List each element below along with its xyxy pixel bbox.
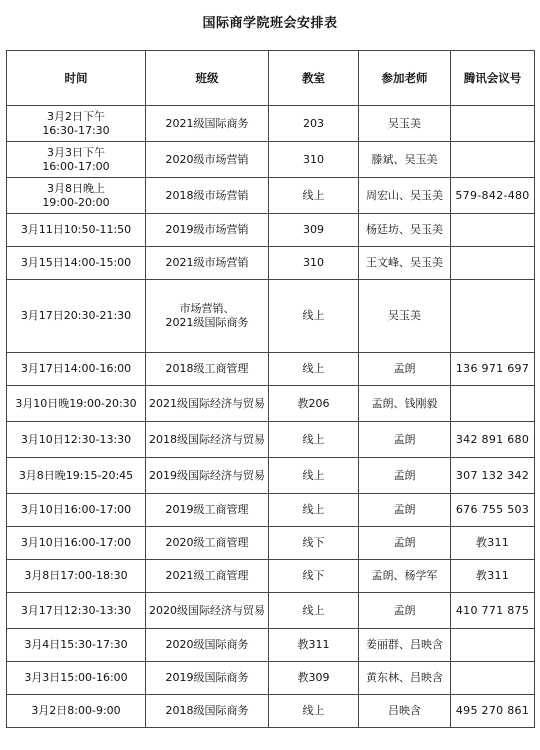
cell-class: 2018级市场营销 bbox=[146, 178, 269, 214]
table-row bbox=[7, 280, 535, 353]
table-row bbox=[7, 142, 535, 178]
cell-time: 3月10日12:30-13:30 bbox=[7, 422, 146, 458]
cell-teachers: 王文峰、吴玉美 bbox=[359, 247, 451, 280]
cell-time: 3月2日8:00-9:00 bbox=[7, 695, 146, 728]
cell-class: 2019级国际商务 bbox=[146, 662, 269, 695]
cell-time: 3月4日15:30-17:30 bbox=[7, 629, 146, 662]
cell-room: 教206 bbox=[269, 386, 359, 422]
header-room: 教室 bbox=[269, 51, 359, 106]
table-row bbox=[7, 106, 535, 142]
cell-meeting-id: 495 270 861 bbox=[451, 695, 535, 728]
cell-meeting-id bbox=[451, 247, 535, 280]
cell-teachers: 孟朗 bbox=[359, 422, 451, 458]
cell-room: 线下 bbox=[269, 527, 359, 560]
table-row bbox=[7, 494, 535, 527]
cell-time: 3月11日10:50-11:50 bbox=[7, 214, 146, 247]
cell-room: 线上 bbox=[269, 353, 359, 386]
cell-teachers: 孟朗、杨学军 bbox=[359, 560, 451, 593]
cell-class: 市场营销、 2021级国际商务 bbox=[146, 280, 269, 353]
cell-teachers: 黄东林、吕映含 bbox=[359, 662, 451, 695]
cell-class: 2021级国际经济与贸易 bbox=[146, 386, 269, 422]
cell-room: 203 bbox=[269, 106, 359, 142]
cell-time: 3月10日16:00-17:00 bbox=[7, 494, 146, 527]
cell-meeting-id: 579-842-480 bbox=[451, 178, 535, 214]
cell-teachers: 孟朗 bbox=[359, 527, 451, 560]
cell-time: 3月8日17:00-18:30 bbox=[7, 560, 146, 593]
schedule-table bbox=[6, 50, 535, 728]
cell-meeting-id: 教311 bbox=[451, 527, 535, 560]
cell-room: 教309 bbox=[269, 662, 359, 695]
cell-time: 3月10日16:00-17:00 bbox=[7, 527, 146, 560]
cell-teachers: 杨廷坊、吴玉美 bbox=[359, 214, 451, 247]
cell-time: 3月17日20:30-21:30 bbox=[7, 280, 146, 353]
header-meeting-id: 腾讯会议号 bbox=[451, 51, 535, 106]
cell-room: 310 bbox=[269, 142, 359, 178]
header-class: 班级 bbox=[146, 51, 269, 106]
cell-class: 2019级国际经济与贸易 bbox=[146, 458, 269, 494]
cell-meeting-id: 307 132 342 bbox=[451, 458, 535, 494]
cell-time: 3月2日下午 16:30-17:30 bbox=[7, 106, 146, 142]
header-teachers: 参加老师 bbox=[359, 51, 451, 106]
cell-time: 3月3日下午 16:00-17:00 bbox=[7, 142, 146, 178]
cell-meeting-id: 136 971 697 bbox=[451, 353, 535, 386]
cell-teachers: 吴玉美 bbox=[359, 280, 451, 353]
cell-class: 2021级国际商务 bbox=[146, 106, 269, 142]
cell-teachers: 孟朗 bbox=[359, 458, 451, 494]
cell-meeting-id bbox=[451, 106, 535, 142]
cell-room: 线上 bbox=[269, 695, 359, 728]
table-row bbox=[7, 386, 535, 422]
cell-teachers: 孟朗 bbox=[359, 353, 451, 386]
cell-class: 2020级国际经济与贸易 bbox=[146, 593, 269, 629]
table-row bbox=[7, 353, 535, 386]
header-row bbox=[7, 51, 535, 106]
table-body bbox=[7, 106, 535, 728]
cell-time: 3月3日15:00-16:00 bbox=[7, 662, 146, 695]
cell-meeting-id bbox=[451, 142, 535, 178]
cell-teachers: 吕映含 bbox=[359, 695, 451, 728]
cell-room: 线上 bbox=[269, 593, 359, 629]
cell-room: 教311 bbox=[269, 629, 359, 662]
cell-time: 3月8日晚19:15-20:45 bbox=[7, 458, 146, 494]
cell-time: 3月8日晚上 19:00-20:00 bbox=[7, 178, 146, 214]
cell-teachers: 孟朗 bbox=[359, 494, 451, 527]
cell-time: 3月17日12:30-13:30 bbox=[7, 593, 146, 629]
cell-meeting-id: 410 771 875 bbox=[451, 593, 535, 629]
cell-room: 309 bbox=[269, 214, 359, 247]
cell-meeting-id bbox=[451, 662, 535, 695]
cell-class: 2019级工商管理 bbox=[146, 494, 269, 527]
cell-class: 2020级工商管理 bbox=[146, 527, 269, 560]
cell-class: 2020级市场营销 bbox=[146, 142, 269, 178]
table-row bbox=[7, 560, 535, 593]
cell-meeting-id: 676 755 503 bbox=[451, 494, 535, 527]
cell-meeting-id: 教311 bbox=[451, 560, 535, 593]
cell-room: 线上 bbox=[269, 280, 359, 353]
cell-room: 线上 bbox=[269, 178, 359, 214]
cell-class: 2018级国际商务 bbox=[146, 695, 269, 728]
cell-class: 2018级国际经济与贸易 bbox=[146, 422, 269, 458]
cell-meeting-id: 342 891 680 bbox=[451, 422, 535, 458]
cell-teachers: 周宏山、吴玉美 bbox=[359, 178, 451, 214]
cell-class: 2021级市场营销 bbox=[146, 247, 269, 280]
cell-class: 2021级工商管理 bbox=[146, 560, 269, 593]
table-row bbox=[7, 662, 535, 695]
cell-room: 310 bbox=[269, 247, 359, 280]
cell-room: 线上 bbox=[269, 458, 359, 494]
cell-meeting-id bbox=[451, 629, 535, 662]
table-row bbox=[7, 695, 535, 728]
table-row bbox=[7, 214, 535, 247]
cell-meeting-id bbox=[451, 386, 535, 422]
cell-room: 线上 bbox=[269, 494, 359, 527]
table-row bbox=[7, 247, 535, 280]
cell-class: 2019级市场营销 bbox=[146, 214, 269, 247]
cell-meeting-id bbox=[451, 280, 535, 353]
table-row bbox=[7, 629, 535, 662]
cell-room: 线上 bbox=[269, 422, 359, 458]
table-row bbox=[7, 527, 535, 560]
cell-room: 线下 bbox=[269, 560, 359, 593]
cell-time: 3月10日晚19:00-20:30 bbox=[7, 386, 146, 422]
cell-time: 3月15日14:00-15:00 bbox=[7, 247, 146, 280]
cell-class: 2018级工商管理 bbox=[146, 353, 269, 386]
cell-time: 3月17日14:00-16:00 bbox=[7, 353, 146, 386]
table-row bbox=[7, 178, 535, 214]
table-row bbox=[7, 593, 535, 629]
page-title: 国际商学院班会安排表 bbox=[202, 16, 338, 31]
header-time: 时间 bbox=[7, 51, 146, 106]
table-row bbox=[7, 458, 535, 494]
table-row bbox=[7, 422, 535, 458]
cell-class: 2020级国际商务 bbox=[146, 629, 269, 662]
cell-teachers: 孟朗 bbox=[359, 593, 451, 629]
cell-meeting-id bbox=[451, 214, 535, 247]
cell-teachers: 姜丽群、吕映含 bbox=[359, 629, 451, 662]
cell-teachers: 滕斌、吴玉美 bbox=[359, 142, 451, 178]
cell-teachers: 吴玉美 bbox=[359, 106, 451, 142]
cell-teachers: 孟朗、钱刚毅 bbox=[359, 386, 451, 422]
